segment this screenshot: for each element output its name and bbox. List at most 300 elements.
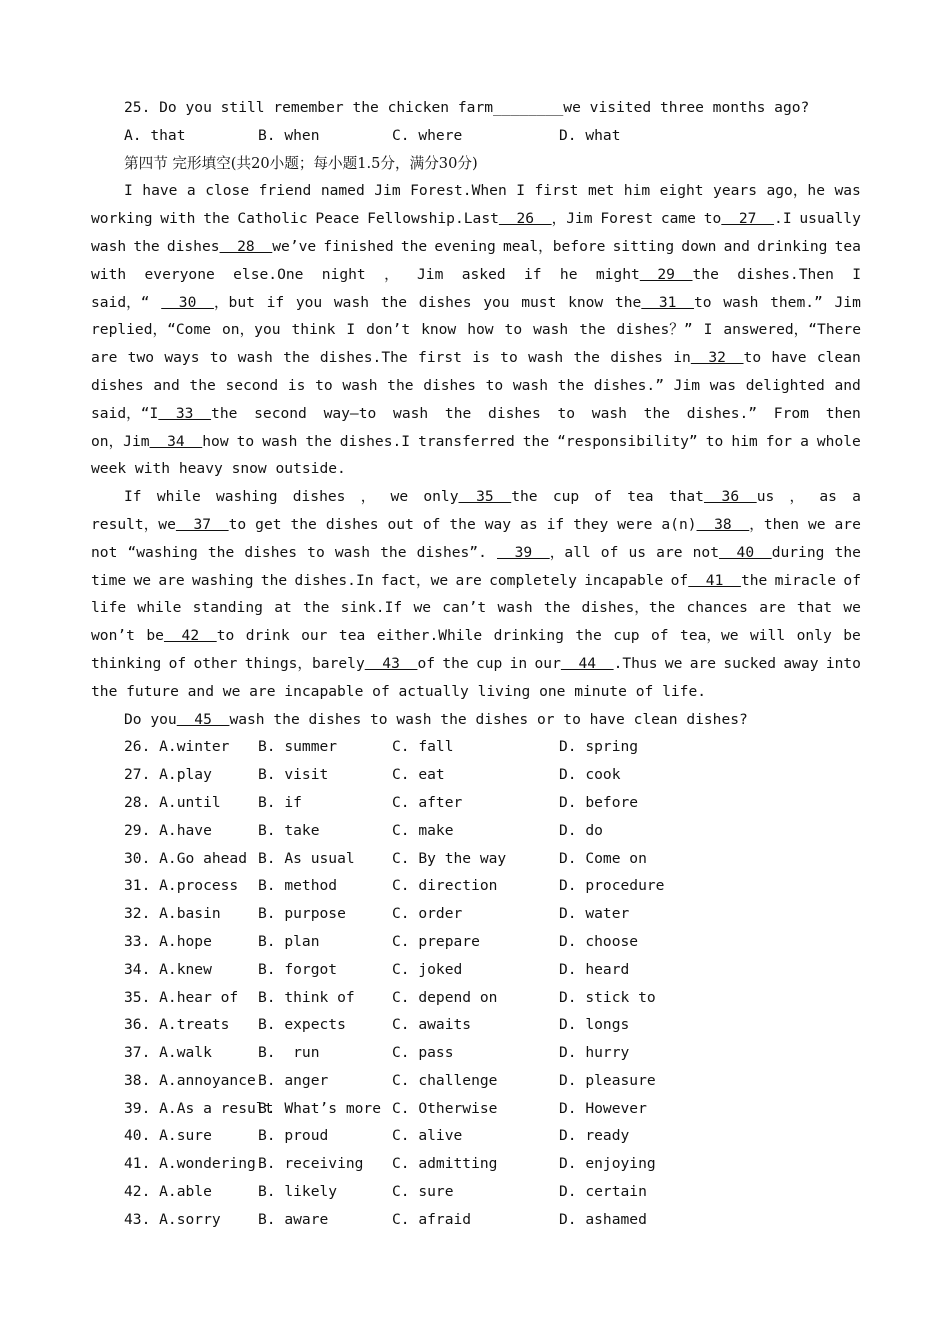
passage-word: thinking bbox=[91, 654, 162, 672]
option-c: C. eat bbox=[392, 766, 445, 784]
question-row bbox=[91, 1122, 861, 1150]
passage-word: Jim bbox=[417, 265, 444, 283]
option-a: 41. A.wondering bbox=[124, 1155, 256, 1173]
cloze-blank: 43 bbox=[364, 654, 418, 672]
passage-word: as bbox=[520, 515, 538, 533]
passage-word: the future and we are incapable of actually living one minute of life. bbox=[91, 682, 707, 700]
passage-word: and bbox=[723, 237, 750, 255]
passage-word: dishes bbox=[91, 376, 144, 394]
option-d: D. hurry bbox=[559, 1044, 630, 1062]
option-a: 42. A.able bbox=[124, 1183, 212, 1201]
passage-word: way bbox=[484, 515, 512, 533]
passage-word: him bbox=[731, 432, 758, 450]
option-c: C. sure bbox=[392, 1183, 454, 1201]
cloze-blank: 30 bbox=[161, 293, 214, 311]
cloze-blank: 28 bbox=[219, 237, 273, 255]
passage-word: life bbox=[91, 599, 127, 617]
passage-word: things，barely 43 of bbox=[244, 654, 436, 672]
passage-word: might 29 the bbox=[595, 265, 719, 283]
passage-word: the bbox=[283, 349, 310, 367]
passage-word: out bbox=[387, 515, 414, 533]
passage-word: ago，he bbox=[766, 182, 825, 200]
cloze-blank: 39 bbox=[497, 543, 550, 561]
passage-word: he bbox=[559, 265, 578, 283]
passage-word: drink bbox=[245, 627, 290, 645]
passage-line bbox=[91, 177, 861, 205]
passage-word: standing bbox=[192, 599, 263, 617]
cloze-passage bbox=[91, 177, 861, 733]
passage-word: I bbox=[124, 182, 133, 200]
passage-word: to 27 .I bbox=[703, 210, 792, 228]
passage-word: “responsibility” bbox=[557, 432, 698, 450]
passage-word: the bbox=[133, 237, 160, 255]
passage-word: the bbox=[573, 349, 600, 367]
option-b: B. aware bbox=[258, 1210, 329, 1228]
passage-word: dishes？” bbox=[616, 321, 693, 339]
passage-line bbox=[91, 372, 861, 400]
option-c: C. prepare bbox=[392, 932, 480, 950]
passage-word: chances bbox=[686, 599, 748, 617]
option-a: 43. A.sorry bbox=[124, 1210, 221, 1228]
passage-word: the bbox=[543, 599, 571, 617]
passage-word: everyone bbox=[144, 265, 215, 283]
passage-word: dishes.” bbox=[593, 376, 664, 394]
passage-word: can’t bbox=[442, 599, 487, 617]
passage-word: dishes，the bbox=[581, 599, 676, 617]
passage-word: incapable bbox=[584, 571, 664, 589]
passage-word: clean bbox=[816, 349, 861, 367]
passage-word: to bbox=[315, 376, 333, 394]
passage-word: result，we 37 to bbox=[91, 515, 247, 533]
option-d: D. pleasure bbox=[559, 1071, 656, 1089]
passage-word: tea，we bbox=[680, 627, 739, 645]
passage-word: I bbox=[852, 265, 861, 283]
passage-word: transferred bbox=[418, 432, 515, 450]
question-row bbox=[91, 1095, 861, 1123]
option-d: D. enjoying bbox=[559, 1155, 656, 1173]
question-row bbox=[91, 845, 861, 873]
passage-word: dishes bbox=[325, 515, 379, 533]
passage-word: named bbox=[320, 182, 365, 200]
passage-word: they bbox=[573, 515, 609, 533]
option-d: D. water bbox=[559, 905, 630, 923]
passage-word: are bbox=[759, 599, 786, 617]
option-b: B. proud bbox=[258, 1127, 329, 1145]
option-c: C. order bbox=[392, 905, 463, 923]
passage-word: whole bbox=[816, 432, 861, 450]
passage-word: was bbox=[834, 182, 861, 200]
passage-word: wash bbox=[333, 293, 370, 311]
passage-word: miracle bbox=[774, 571, 837, 589]
exam-page bbox=[91, 94, 861, 1234]
passage-word: must bbox=[521, 293, 557, 311]
cloze-blank: 31 bbox=[641, 293, 694, 311]
passage-word: to bbox=[557, 404, 576, 422]
passage-word: down bbox=[681, 237, 717, 255]
option-d: D. ashamed bbox=[559, 1210, 647, 1228]
passage-word: fact，we bbox=[380, 571, 449, 589]
passage-word: are bbox=[834, 515, 861, 533]
option-a: A. that bbox=[124, 126, 186, 144]
passage-word: in bbox=[509, 654, 528, 672]
passage-word: the bbox=[203, 210, 230, 228]
passage-word: a bbox=[852, 488, 861, 506]
passage-word: tea bbox=[627, 488, 654, 506]
question-row bbox=[91, 1011, 861, 1039]
passage-word: as bbox=[819, 488, 837, 506]
option-a: 28. A.until bbox=[124, 793, 221, 811]
passage-word: are bbox=[91, 349, 118, 367]
passage-word: for bbox=[765, 432, 793, 450]
passage-word: washing bbox=[191, 571, 254, 589]
passage-word: tea bbox=[834, 237, 861, 255]
option-a: 39. A.As a result bbox=[124, 1099, 274, 1117]
option-b: B. expects bbox=[258, 1016, 346, 1034]
passage-word: answered，“There bbox=[723, 321, 861, 339]
passage-word: are bbox=[455, 571, 482, 589]
passage-word: if bbox=[524, 265, 542, 283]
option-a: 27. A.play bbox=[124, 766, 212, 784]
passage-word: second bbox=[225, 376, 279, 394]
passage-word: sitting bbox=[612, 237, 675, 255]
option-a: 36. A.treats bbox=[124, 1016, 230, 1034]
option-a: 30. A.Go ahead bbox=[124, 849, 248, 867]
passage-line bbox=[91, 344, 861, 372]
option-c: C. By the way bbox=[392, 849, 507, 867]
option-a: 29. A.have bbox=[124, 821, 212, 839]
question-list bbox=[91, 733, 861, 1233]
section-heading: 第四节 完形填空(共20小题；每小题1.5分，满分30分) bbox=[124, 154, 478, 172]
passage-word: of bbox=[600, 543, 619, 561]
option-c: C. pass bbox=[392, 1044, 454, 1062]
question-row bbox=[91, 761, 861, 789]
passage-word: Peace bbox=[315, 210, 360, 228]
option-c: C. make bbox=[392, 821, 454, 839]
passage-word: the bbox=[189, 376, 216, 394]
passage-word: wash bbox=[262, 432, 298, 450]
passage-word: drinking bbox=[493, 627, 564, 645]
option-a: 31. A.process bbox=[124, 877, 239, 895]
passage-word: the bbox=[290, 515, 317, 533]
option-b: B. receiving bbox=[258, 1155, 364, 1173]
passage-word: the bbox=[557, 376, 585, 394]
passage-word: of bbox=[168, 654, 187, 672]
cloze-blank: 26 bbox=[498, 210, 552, 228]
passage-word: I bbox=[703, 321, 713, 339]
passage-word: wash bbox=[497, 599, 533, 617]
option-d: D. However bbox=[559, 1099, 647, 1117]
passage-word: ways bbox=[164, 349, 200, 367]
passage-word: our 44 .Thus bbox=[534, 654, 658, 672]
passage-word: 39 ，all bbox=[497, 543, 591, 561]
passage-word: first bbox=[418, 349, 462, 367]
passage-line bbox=[91, 316, 861, 344]
passage-word: know bbox=[568, 293, 604, 311]
passage-word: either.While bbox=[376, 627, 483, 645]
passage-word: have bbox=[771, 349, 807, 367]
passage-word: to bbox=[307, 543, 325, 561]
cloze-blank: 34 bbox=[149, 432, 203, 450]
passage-word: while bbox=[137, 599, 182, 617]
passage-word: a bbox=[186, 182, 196, 200]
passage-word: evening bbox=[434, 237, 496, 255]
cloze-blank: 35 bbox=[458, 488, 512, 506]
question-row bbox=[91, 928, 861, 956]
passage-word: know bbox=[421, 321, 457, 339]
option-d: D. longs bbox=[559, 1016, 630, 1034]
passage-word: that 36 us bbox=[668, 488, 775, 506]
option-b: B. when bbox=[258, 126, 320, 144]
passage-word: into bbox=[825, 654, 861, 672]
passage-word: wash bbox=[512, 376, 548, 394]
passage-word: Jim bbox=[834, 293, 861, 311]
cloze-blank: 36 bbox=[703, 488, 757, 506]
question-row bbox=[91, 900, 861, 928]
option-d: D. choose bbox=[559, 932, 639, 950]
passage-word: way—to bbox=[323, 404, 377, 422]
question-row bbox=[91, 1067, 861, 1095]
passage-word: sucked bbox=[723, 654, 777, 672]
passage-line bbox=[91, 233, 861, 261]
passage-word: tea bbox=[338, 627, 366, 645]
passage-word: wash bbox=[334, 543, 371, 561]
passage-word: dishes.In bbox=[294, 571, 374, 589]
passage-word: ， bbox=[384, 265, 399, 283]
passage-word: wash bbox=[342, 376, 378, 394]
passage-word: met bbox=[587, 182, 615, 200]
option-a: 37. A.walk bbox=[124, 1044, 212, 1062]
option-b: B. As usual bbox=[258, 849, 355, 867]
option-c: C. challenge bbox=[392, 1071, 498, 1089]
question-row bbox=[91, 1178, 861, 1206]
passage-word: Forest bbox=[600, 210, 654, 228]
option-c: C. fall bbox=[392, 738, 454, 756]
passage-word: From bbox=[773, 404, 809, 422]
passage-word: you bbox=[295, 293, 323, 311]
passage-word: the bbox=[575, 627, 602, 645]
option-c: C. depend on bbox=[392, 988, 498, 1006]
passage-word: while bbox=[156, 488, 201, 506]
option-d: D. before bbox=[559, 793, 639, 811]
passage-line bbox=[91, 567, 861, 595]
passage-word: of 41 the bbox=[670, 571, 768, 589]
option-b: B. visit bbox=[258, 766, 329, 784]
option-d: D. do bbox=[559, 821, 603, 839]
cloze-blank: 40 bbox=[718, 543, 772, 561]
passage-word: of bbox=[651, 627, 669, 645]
passage-word: and bbox=[834, 376, 861, 394]
passage-word: a(n) 38 ，then bbox=[661, 515, 799, 533]
passage-word: we bbox=[664, 654, 683, 672]
passage-word: not 40 during bbox=[692, 543, 825, 561]
passage-word: if bbox=[266, 293, 285, 311]
passage-line bbox=[91, 511, 861, 539]
passage-word: in 32 to bbox=[673, 349, 762, 367]
passage-word: not bbox=[91, 543, 118, 561]
option-b: B. likely bbox=[258, 1183, 338, 1201]
passage-word: dishes”. bbox=[416, 543, 487, 561]
passage-word: wash bbox=[723, 293, 759, 311]
question-row bbox=[91, 733, 861, 761]
passage-word: the bbox=[207, 543, 235, 561]
passage-word: how bbox=[467, 321, 494, 339]
passage-word: night bbox=[321, 265, 366, 283]
option-d: D. cook bbox=[559, 766, 621, 784]
passage-word: to bbox=[504, 321, 523, 339]
passage-word: dishes bbox=[418, 293, 472, 311]
question-25-options bbox=[91, 122, 861, 150]
passage-word: wash bbox=[528, 349, 564, 367]
passage-line bbox=[91, 594, 861, 622]
option-c: C. where bbox=[392, 126, 463, 144]
passage-word: dishes bbox=[488, 404, 541, 422]
passage-word: the bbox=[449, 515, 476, 533]
option-b: B. What’s more bbox=[258, 1099, 382, 1117]
passage-word: we bbox=[133, 571, 152, 589]
passage-line bbox=[91, 678, 861, 706]
passage-word: other bbox=[193, 654, 238, 672]
passage-word: the bbox=[305, 432, 332, 450]
passage-line bbox=[91, 261, 861, 289]
passage-word: the bbox=[522, 432, 550, 450]
passage-word: sink.If bbox=[340, 599, 403, 617]
passage-word: dishes.” bbox=[686, 404, 758, 422]
passage-word: Catholic bbox=[237, 210, 308, 228]
passage-word: think bbox=[291, 321, 336, 339]
passage-word: wash bbox=[533, 321, 569, 339]
option-c: C. Otherwise bbox=[392, 1099, 498, 1117]
passage-word: the bbox=[400, 237, 428, 255]
option-c: C. alive bbox=[392, 1127, 463, 1145]
option-d: D. spring bbox=[559, 738, 639, 756]
passage-word: first bbox=[534, 182, 579, 200]
passage-word: the bbox=[643, 404, 671, 422]
passage-word: “washing bbox=[127, 543, 198, 561]
question-row bbox=[91, 789, 861, 817]
passage-word: week with heavy snow outside. bbox=[91, 460, 346, 478]
passage-word: only bbox=[796, 627, 832, 645]
passage-word: dishes.Then bbox=[737, 265, 834, 283]
option-c: C. afraid bbox=[392, 1210, 472, 1228]
question-row bbox=[91, 1206, 861, 1234]
passage-word: Fellowship.Last 26 ，Jim bbox=[367, 210, 593, 228]
passage-word: I bbox=[516, 182, 526, 200]
passage-word: dishes bbox=[423, 376, 476, 394]
question-row bbox=[91, 872, 861, 900]
passage-word: I bbox=[346, 321, 356, 339]
passage-word: Jim bbox=[673, 376, 701, 394]
passage-word: dishes.The bbox=[319, 349, 408, 367]
passage-word: to bbox=[236, 432, 255, 450]
cloze-blank: 38 bbox=[696, 515, 750, 533]
passage-word: on，you bbox=[222, 321, 281, 339]
passage-line bbox=[91, 483, 861, 511]
passage-word: finished bbox=[323, 237, 394, 255]
option-b: B. run bbox=[258, 1044, 320, 1062]
passage-word: to bbox=[485, 376, 504, 394]
passage-word: 30 ，but bbox=[161, 293, 255, 311]
passage-word: are bbox=[656, 543, 683, 561]
option-c: C. after bbox=[392, 793, 463, 811]
passage-word: dishes bbox=[244, 543, 298, 561]
passage-word: dishes bbox=[610, 349, 663, 367]
passage-word: that bbox=[796, 599, 833, 617]
passage-word: if bbox=[546, 515, 565, 533]
passage-line bbox=[91, 455, 861, 483]
passage-word: the 31 to bbox=[614, 293, 712, 311]
option-a: 35. A.hear of bbox=[124, 988, 239, 1006]
option-a: 33. A.hope bbox=[124, 932, 212, 950]
passage-word: we bbox=[413, 599, 432, 617]
passage-word: a bbox=[800, 432, 809, 450]
passage-word: then bbox=[825, 404, 861, 422]
option-a: 38. A.annoyance bbox=[124, 1071, 256, 1089]
passage-word: have bbox=[142, 182, 178, 200]
passage-word: of bbox=[422, 515, 441, 533]
passage-word: on，Jim 34 how bbox=[91, 432, 229, 450]
option-b: B. plan bbox=[258, 932, 320, 950]
passage-word: Jim bbox=[374, 182, 401, 200]
passage-word: wash bbox=[393, 404, 429, 422]
passage-word: away bbox=[783, 654, 819, 672]
passage-word: the bbox=[303, 599, 330, 617]
passage-word: meal，before bbox=[503, 237, 606, 255]
question-row bbox=[91, 1150, 861, 1178]
passage-word: be 42 to bbox=[146, 627, 235, 645]
passage-word: wash bbox=[237, 349, 273, 367]
passage-line bbox=[91, 428, 861, 456]
passage-word: dishes bbox=[292, 488, 346, 506]
passage-word: washing bbox=[215, 488, 278, 506]
option-b: B. think of bbox=[258, 988, 355, 1006]
passage-word: is bbox=[287, 376, 306, 394]
passage-word: of bbox=[594, 488, 612, 506]
passage-word: wash bbox=[591, 404, 627, 422]
cloze-blank: 29 bbox=[639, 265, 693, 283]
passage-word: with bbox=[160, 210, 196, 228]
option-b: B. take bbox=[258, 821, 320, 839]
passage-word: the bbox=[260, 571, 288, 589]
passage-word: cup bbox=[475, 654, 503, 672]
option-b: B. method bbox=[258, 877, 338, 895]
passage-word: you bbox=[483, 293, 510, 311]
passage-word: delighted bbox=[745, 376, 825, 394]
passage-word: working bbox=[91, 210, 153, 228]
cloze-blank: 33 bbox=[158, 404, 212, 422]
passage-word: at bbox=[274, 599, 292, 617]
passage-word: the bbox=[387, 376, 414, 394]
passage-line bbox=[91, 205, 861, 233]
cloze-blank: 41 bbox=[688, 571, 741, 589]
passage-word: two bbox=[127, 349, 155, 367]
passage-word: ， bbox=[360, 488, 376, 506]
passage-word: Forest.When bbox=[410, 182, 507, 200]
option-b: B. anger bbox=[258, 1071, 329, 1089]
passage-line bbox=[91, 706, 861, 734]
passage-line bbox=[91, 289, 861, 317]
option-d: D. heard bbox=[559, 960, 630, 978]
passage-word: don’t bbox=[366, 321, 411, 339]
passage-word: came bbox=[660, 210, 696, 228]
passage-word: with bbox=[91, 265, 127, 283]
option-a: 34. A.knew bbox=[124, 960, 212, 978]
option-d: D. what bbox=[559, 126, 621, 144]
passage-word: asked bbox=[461, 265, 506, 283]
passage-word: us bbox=[628, 543, 647, 561]
question-row bbox=[91, 1039, 861, 1067]
option-d: D. stick to bbox=[559, 988, 656, 1006]
option-a: 40. A.sure bbox=[124, 1127, 212, 1145]
